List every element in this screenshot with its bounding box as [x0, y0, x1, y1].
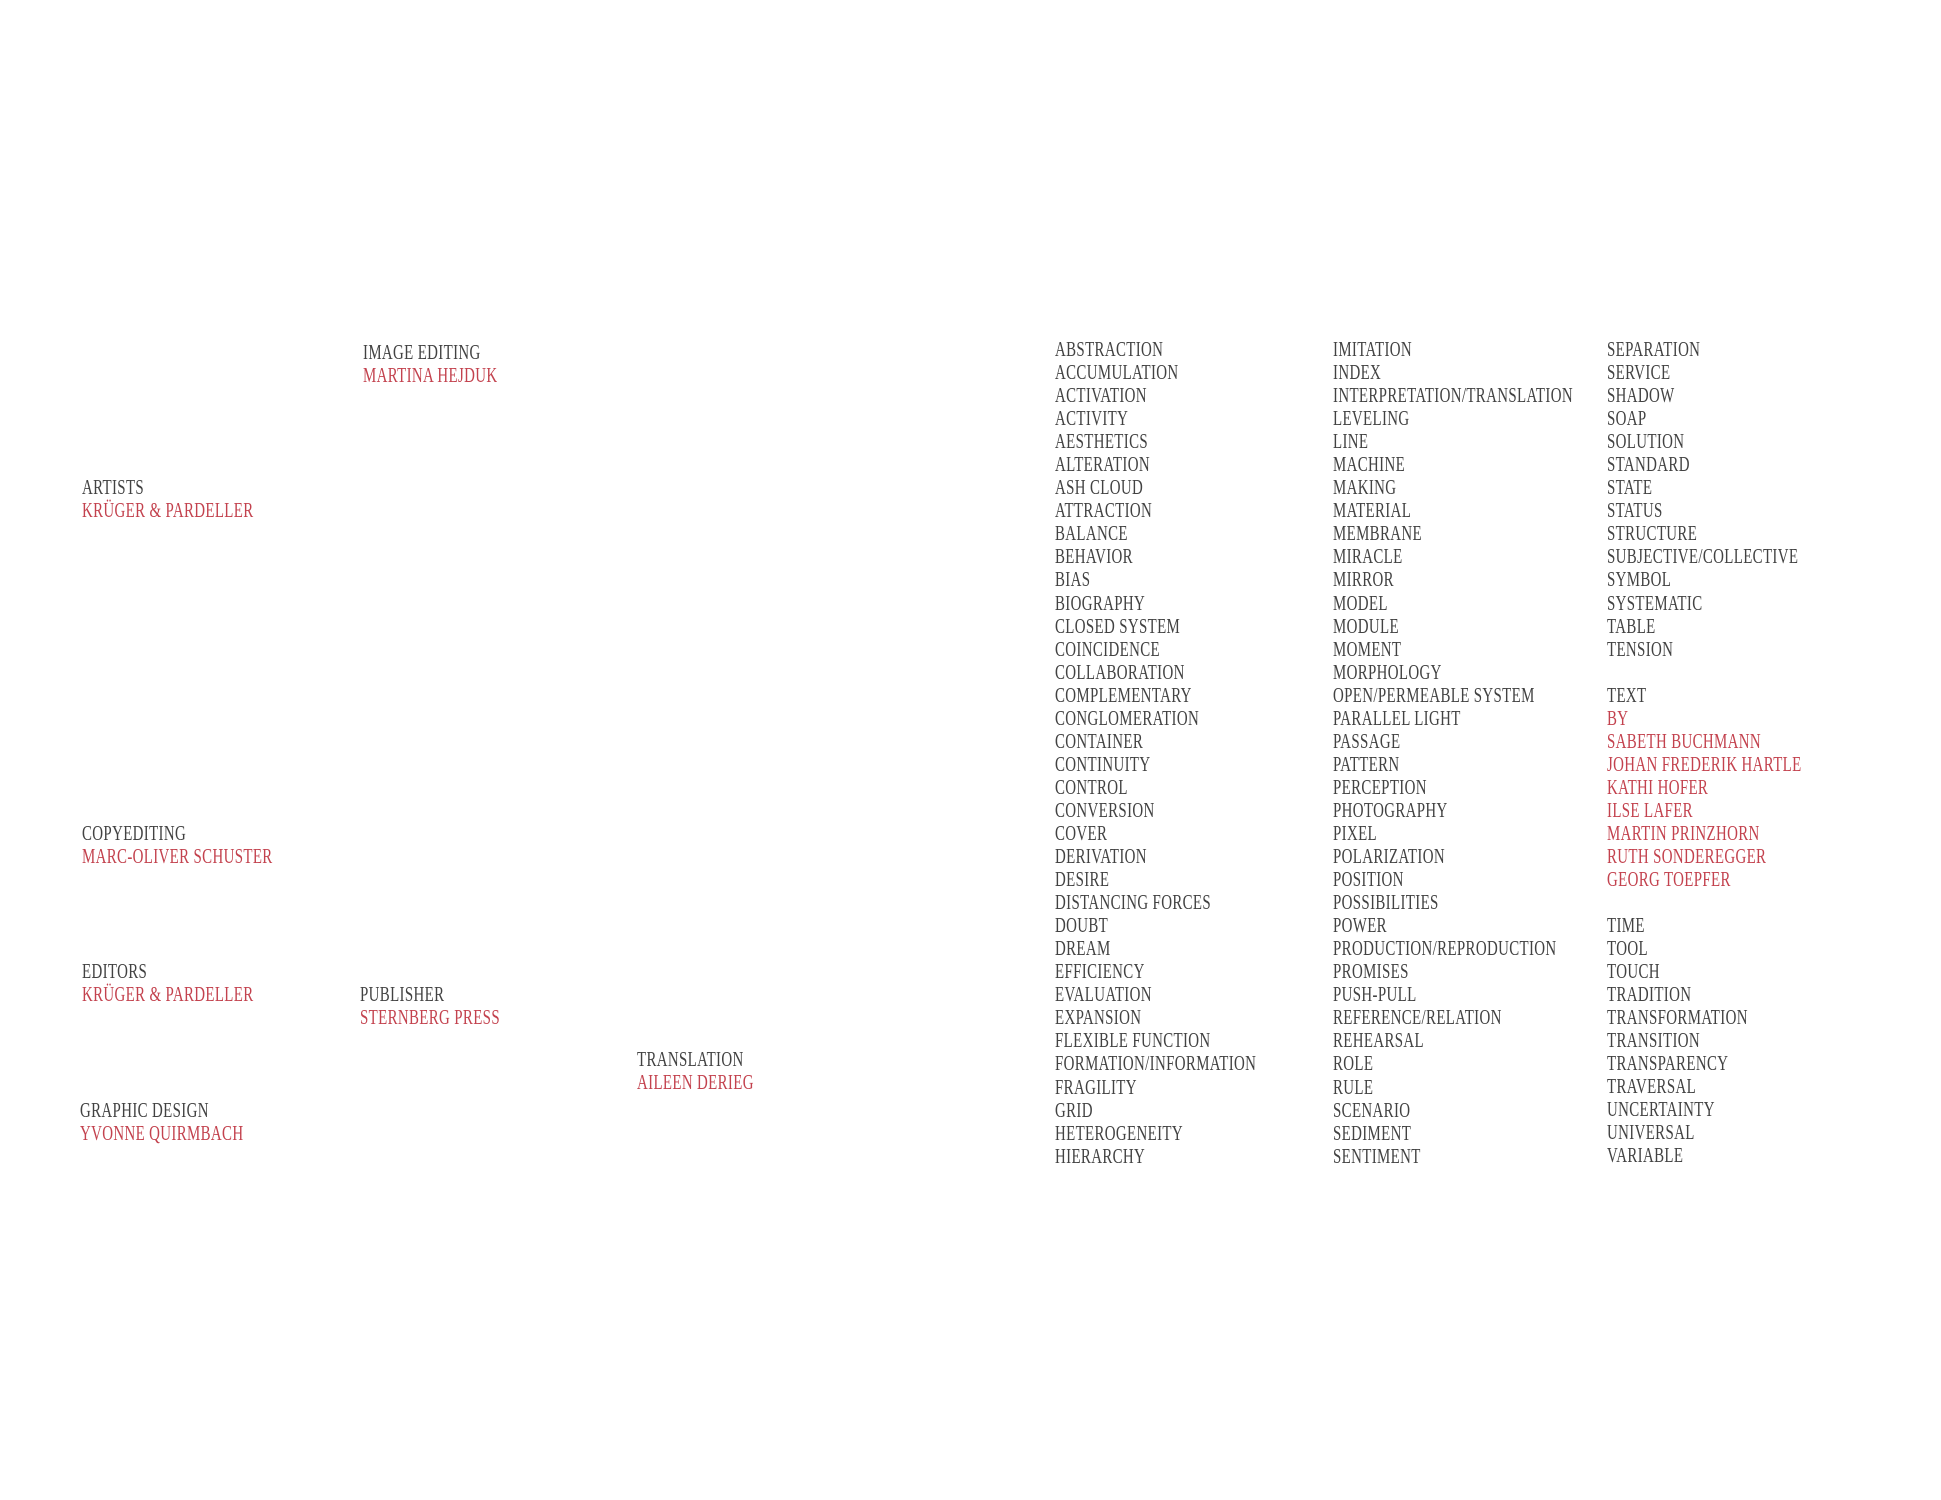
index-term: HETEROGENEITY — [1055, 1120, 1184, 1145]
author-name: RUTH SONDEREGGER — [1607, 844, 1767, 869]
text-by-label: BY — [1607, 706, 1629, 731]
index-term: PRODUCTION/REPRODUCTION — [1333, 936, 1557, 961]
credit-label: IMAGE EDITING — [363, 340, 481, 364]
credit-graphic-design — [80, 1099, 243, 1145]
index-term: TABLE — [1607, 613, 1656, 638]
author-name: SABETH BUCHMANN — [1607, 729, 1762, 753]
index-term: ASH CLOUD — [1055, 475, 1144, 500]
index-column-3-top — [1607, 338, 1798, 661]
index-term: MOMENT — [1333, 636, 1402, 661]
index-term: EXPANSION — [1055, 1005, 1142, 1030]
credit-value: KRÜGER & PARDELLER — [82, 498, 254, 523]
index-term: RULE — [1333, 1074, 1374, 1099]
index-term: DREAM — [1055, 936, 1111, 961]
index-term: PATTERN — [1333, 751, 1400, 776]
index-term: TRANSFORMATION — [1607, 1005, 1748, 1030]
index-term: COMPLEMENTARY — [1055, 682, 1192, 707]
index-term: MEMBRANE — [1333, 521, 1423, 546]
index-term: CONTINUITY — [1055, 751, 1151, 776]
index-term: ALTERATION — [1055, 452, 1150, 477]
author-name: GEORG TOEPFER — [1607, 867, 1731, 892]
index-term: ATTRACTION — [1055, 498, 1153, 523]
index-term: POSITION — [1333, 867, 1404, 892]
index-term: GRID — [1055, 1097, 1093, 1122]
credit-publisher — [360, 983, 500, 1029]
index-term: TENSION — [1607, 636, 1674, 661]
index-term: IMITATION — [1333, 337, 1413, 361]
index-term: STATUS — [1607, 498, 1663, 523]
index-term: FRAGILITY — [1055, 1074, 1137, 1099]
index-term: TRANSPARENCY — [1607, 1051, 1729, 1076]
index-term: EVALUATION — [1055, 982, 1152, 1007]
credit-editors — [82, 960, 254, 1006]
index-term: AESTHETICS — [1055, 429, 1149, 454]
index-term: POWER — [1333, 913, 1387, 938]
credit-label: GRAPHIC DESIGN — [80, 1098, 209, 1122]
credit-label: PUBLISHER — [360, 982, 445, 1006]
index-term: MACHINE — [1333, 452, 1406, 477]
index-term: CONGLOMERATION — [1055, 705, 1200, 730]
index-term: PERCEPTION — [1333, 774, 1427, 799]
index-term: POSSIBILITIES — [1333, 890, 1439, 915]
index-term: LINE — [1333, 429, 1369, 454]
index-term: SCENARIO — [1333, 1097, 1411, 1122]
author-name: ILSE LAFER — [1607, 798, 1693, 823]
index-term: TIME — [1607, 913, 1645, 937]
index-term: SEDIMENT — [1333, 1120, 1412, 1145]
index-term: PHOTOGRAPHY — [1333, 797, 1448, 822]
index-term: SEPARATION — [1607, 337, 1701, 361]
credit-label: TRANSLATION — [637, 1047, 744, 1071]
index-term: ROLE — [1333, 1051, 1374, 1076]
index-column-2 — [1333, 338, 1573, 1168]
index-term: MATERIAL — [1333, 498, 1412, 523]
index-term: BALANCE — [1055, 521, 1128, 546]
index-term: BEHAVIOR — [1055, 544, 1133, 569]
index-term: REFERENCE/RELATION — [1333, 1005, 1502, 1030]
index-term: CONTROL — [1055, 774, 1128, 799]
index-term: HIERARCHY — [1055, 1143, 1146, 1168]
credit-value: YVONNE QUIRMBACH — [80, 1121, 244, 1146]
index-term: CONTAINER — [1055, 728, 1144, 753]
index-term: ACCUMULATION — [1055, 360, 1179, 385]
author-name: KATHI HOFER — [1607, 775, 1709, 800]
index-term: FORMATION/INFORMATION — [1055, 1051, 1257, 1076]
text-authors — [1607, 730, 1802, 891]
index-term: STANDARD — [1607, 452, 1690, 477]
index-term: ABSTRACTION — [1055, 337, 1164, 361]
index-term: MODULE — [1333, 613, 1399, 638]
index-term: MODEL — [1333, 590, 1388, 615]
index-term: DERIVATION — [1055, 844, 1147, 869]
index-term: ACTIVITY — [1055, 406, 1129, 431]
index-term: TOUCH — [1607, 959, 1660, 984]
credit-label: ARTISTS — [82, 475, 145, 499]
credit-copyediting — [82, 822, 273, 868]
index-term: SENTIMENT — [1333, 1143, 1421, 1168]
index-term: CONVERSION — [1055, 797, 1155, 822]
index-term: STATE — [1607, 475, 1653, 500]
credit-translation — [637, 1048, 754, 1094]
credit-value: MARTINA HEJDUK — [363, 363, 498, 388]
index-term: SYSTEMATIC — [1607, 590, 1703, 615]
text-heading: TEXT — [1607, 683, 1647, 707]
index-term: DISTANCING FORCES — [1055, 890, 1212, 915]
credit-image-editing — [363, 341, 498, 387]
credit-label: EDITORS — [82, 959, 148, 983]
index-term: TOOL — [1607, 936, 1648, 961]
index-term: COLLABORATION — [1055, 659, 1185, 684]
index-term: SHADOW — [1607, 383, 1675, 408]
index-term: PIXEL — [1333, 820, 1378, 845]
author-name: MARTIN PRINZHORN — [1607, 821, 1760, 846]
index-term: REHEARSAL — [1333, 1028, 1425, 1053]
credit-value: MARC-OLIVER SCHUSTER — [82, 844, 273, 869]
index-term: SERVICE — [1607, 360, 1671, 385]
index-term: TRANSITION — [1607, 1028, 1701, 1053]
credit-value: KRÜGER & PARDELLER — [82, 982, 254, 1007]
index-term: FLEXIBLE FUNCTION — [1055, 1028, 1211, 1053]
index-term: LEVELING — [1333, 406, 1410, 431]
index-term: INDEX — [1333, 360, 1382, 385]
credit-value: AILEEN DERIEG — [637, 1070, 754, 1095]
credit-artists — [82, 476, 254, 522]
index-term: COVER — [1055, 820, 1108, 845]
index-term: MAKING — [1333, 475, 1397, 500]
index-term: UNIVERSAL — [1607, 1120, 1695, 1145]
index-term: PASSAGE — [1333, 728, 1401, 753]
index-term: PUSH-PULL — [1333, 982, 1417, 1007]
index-term: VARIABLE — [1607, 1143, 1684, 1168]
credit-label: COPYEDITING — [82, 821, 187, 845]
index-term: BIOGRAPHY — [1055, 590, 1146, 615]
index-term: POLARIZATION — [1333, 844, 1445, 869]
index-term: UNCERTAINTY — [1607, 1097, 1715, 1122]
index-term: TRADITION — [1607, 982, 1692, 1007]
index-term: SOAP — [1607, 406, 1647, 431]
index-term: EFFICIENCY — [1055, 959, 1145, 984]
index-term: MORPHOLOGY — [1333, 659, 1442, 684]
index-term: INTERPRETATION/TRANSLATION — [1333, 383, 1573, 408]
index-term: PROMISES — [1333, 959, 1409, 984]
index-term: PARALLEL LIGHT — [1333, 705, 1461, 730]
index-column-1 — [1055, 338, 1256, 1168]
author-name: JOHAN FREDERIK HARTLE — [1607, 752, 1802, 777]
index-term: OPEN/PERMEABLE SYSTEM — [1333, 682, 1535, 707]
index-term: BIAS — [1055, 567, 1091, 592]
index-term: DESIRE — [1055, 867, 1110, 892]
index-term: MIRROR — [1333, 567, 1394, 592]
index-column-3-bottom — [1607, 914, 1748, 1168]
index-term: SOLUTION — [1607, 429, 1685, 454]
index-term: STRUCTURE — [1607, 521, 1698, 546]
index-term: DOUBT — [1055, 913, 1109, 938]
index-term: TRAVERSAL — [1607, 1074, 1697, 1099]
index-term: CLOSED SYSTEM — [1055, 613, 1181, 638]
index-term: MIRACLE — [1333, 544, 1403, 569]
index-term: SYMBOL — [1607, 567, 1672, 592]
index-term: COINCIDENCE — [1055, 636, 1160, 661]
text-by-section — [1607, 684, 1647, 730]
credit-value: STERNBERG PRESS — [360, 1005, 500, 1030]
index-term: SUBJECTIVE/COLLECTIVE — [1607, 544, 1799, 569]
index-term: ACTIVATION — [1055, 383, 1147, 408]
